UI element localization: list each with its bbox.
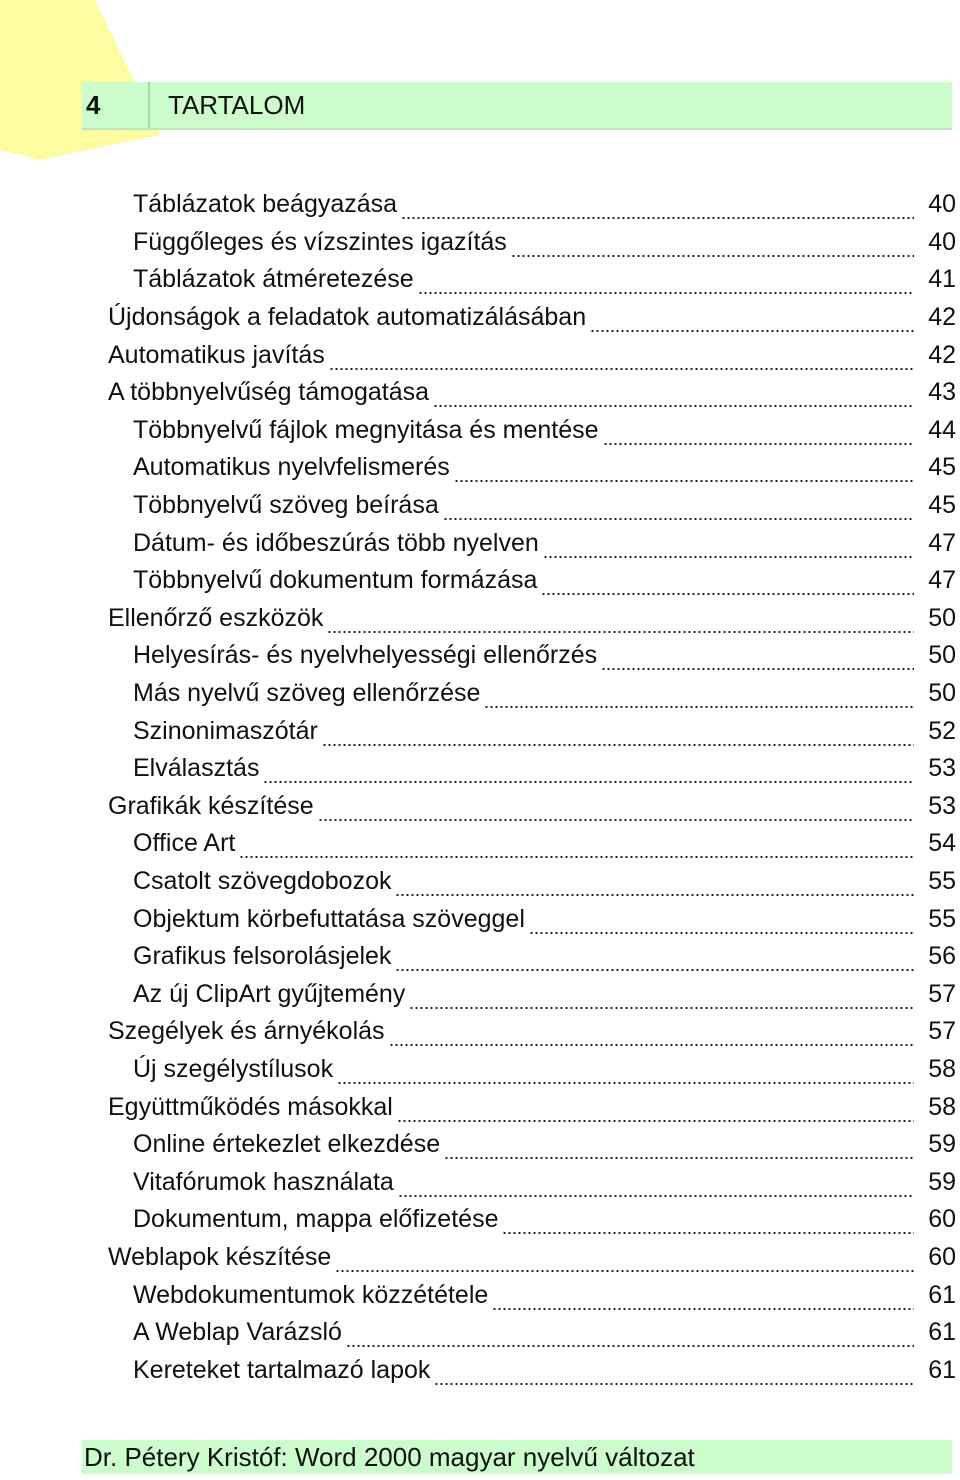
toc-entry[interactable]: [0, 900, 960, 938]
toc-entry-title: Dátum- és időbeszúrás több nyelven: [133, 528, 539, 557]
dot-leader: [541, 571, 914, 596]
dot-leader: [529, 910, 914, 935]
chapter-title: TARTALOM: [168, 90, 306, 120]
table-of-contents: [0, 186, 960, 1389]
toc-entry-page: 58: [928, 1092, 956, 1121]
toc-entry-page: 44: [928, 415, 956, 444]
toc-entry-page: 50: [928, 641, 956, 670]
toc-entry-page: 57: [928, 1017, 956, 1046]
toc-entry-title: Táblázatok beágyazása: [133, 190, 398, 219]
dot-leader: [395, 947, 914, 972]
dot-leader: [444, 1135, 914, 1160]
toc-entry-page: 60: [928, 1205, 956, 1234]
toc-entry[interactable]: [0, 299, 960, 337]
toc-entry[interactable]: [0, 675, 960, 713]
dot-leader: [603, 421, 914, 446]
toc-entry[interactable]: [0, 562, 960, 600]
dot-leader: [335, 1248, 914, 1273]
toc-entry[interactable]: [0, 637, 960, 675]
toc-entry-page: 40: [928, 190, 956, 219]
toc-entry-title: Dokumentum, mappa előfizetése: [133, 1205, 499, 1234]
toc-entry[interactable]: [0, 1051, 960, 1089]
toc-entry-title: Más nyelvű szöveg ellenőrzése: [133, 679, 481, 708]
dot-leader: [318, 797, 914, 822]
dot-leader: [590, 308, 914, 333]
dot-leader: [454, 458, 914, 483]
page-footer: [82, 1440, 952, 1474]
footer-text: Dr. Pétery Kristóf: Word 2000 magyar nyelvű változat: [84, 1442, 695, 1472]
toc-entry[interactable]: [0, 1351, 960, 1389]
toc-entry-title: Ellenőrző eszközök: [108, 603, 324, 632]
toc-entry-title: Vitafórumok használata: [133, 1167, 394, 1196]
toc-entry[interactable]: [0, 975, 960, 1013]
toc-entry[interactable]: [0, 825, 960, 863]
toc-entry-page: 42: [928, 340, 956, 369]
dot-leader: [492, 1286, 914, 1311]
toc-entry-title: Új szegélystílusok: [133, 1054, 334, 1083]
toc-entry[interactable]: [0, 1239, 960, 1277]
toc-entry-page: 55: [928, 904, 956, 933]
toc-entry[interactable]: [0, 938, 960, 976]
toc-entry-title: Szinonimaszótár: [133, 716, 318, 745]
dot-leader: [409, 985, 914, 1010]
chapter-header: [82, 82, 952, 130]
dot-leader: [484, 684, 914, 709]
toc-entry[interactable]: [0, 261, 960, 299]
dot-leader: [511, 233, 914, 258]
toc-entry[interactable]: [0, 1314, 960, 1352]
chapter-number: 4: [82, 82, 150, 128]
toc-entry-page: 43: [928, 378, 956, 407]
dot-leader: [239, 834, 914, 859]
toc-entry-page: 54: [928, 829, 956, 858]
toc-entry-title: Office Art: [133, 829, 236, 858]
toc-entry-page: 53: [928, 754, 956, 783]
toc-entry-page: 45: [928, 453, 956, 482]
toc-entry-page: 61: [928, 1280, 956, 1309]
toc-entry-title: Többnyelvű szöveg beírása: [133, 491, 439, 520]
toc-entry-page: 61: [928, 1355, 956, 1384]
toc-entry-title: Az új ClipArt gyűjtemény: [133, 979, 406, 1008]
toc-entry[interactable]: [0, 863, 960, 901]
toc-entry-page: 55: [928, 866, 956, 895]
dot-leader: [601, 646, 914, 671]
toc-entry[interactable]: [0, 487, 960, 525]
dot-leader: [502, 1210, 914, 1235]
toc-entry-page: 41: [928, 265, 956, 294]
toc-entry-title: Grafikák készítése: [108, 791, 314, 820]
toc-entry[interactable]: [0, 524, 960, 562]
dot-leader: [397, 1098, 914, 1123]
toc-entry-title: Grafikus felsorolásjelek: [133, 942, 392, 971]
toc-entry[interactable]: [0, 336, 960, 374]
toc-entry-page: 60: [928, 1242, 956, 1271]
toc-entry[interactable]: [0, 788, 960, 826]
toc-entry-title: Elválasztás: [133, 754, 260, 783]
toc-entry-page: 50: [928, 679, 956, 708]
dot-leader: [543, 534, 914, 559]
toc-entry[interactable]: [0, 1088, 960, 1126]
toc-entry[interactable]: [0, 186, 960, 224]
toc-entry[interactable]: [0, 224, 960, 262]
dot-leader: [434, 1361, 914, 1386]
toc-entry-title: Többnyelvű fájlok megnyitása és mentése: [133, 415, 599, 444]
toc-entry-title: Együttműködés másokkal: [108, 1092, 393, 1121]
dot-leader: [389, 1022, 914, 1047]
toc-entry-page: 47: [928, 528, 956, 557]
toc-entry[interactable]: [0, 449, 960, 487]
corner-decoration: [0, 0, 160, 160]
dot-leader: [329, 346, 914, 371]
toc-entry-title: Online értekezlet elkezdése: [133, 1130, 441, 1159]
toc-entry-title: Automatikus nyelvfelismerés: [133, 453, 450, 482]
toc-entry-title: Objektum körbefuttatása szöveggel: [133, 904, 525, 933]
toc-entry-title: Weblapok készítése: [108, 1242, 332, 1271]
toc-entry-page: 61: [928, 1318, 956, 1347]
toc-entry-title: Újdonságok a feladatok automatizálásában: [108, 303, 587, 332]
toc-entry-page: 42: [928, 303, 956, 332]
toc-entry-title: Függőleges és vízszintes igazítás: [133, 227, 507, 256]
toc-entry-title: A többnyelvűség támogatása: [108, 378, 430, 407]
toc-entry[interactable]: [0, 1126, 960, 1164]
toc-entry-page: 47: [928, 566, 956, 595]
toc-entry-title: A Weblap Varázsló: [133, 1318, 342, 1347]
dot-leader: [337, 1060, 914, 1085]
toc-entry-page: 50: [928, 603, 956, 632]
dot-leader: [443, 496, 914, 521]
toc-entry-page: 52: [928, 716, 956, 745]
toc-entry[interactable]: [0, 1276, 960, 1314]
toc-entry[interactable]: [0, 750, 960, 788]
toc-entry-title: Kereteket tartalmazó lapok: [133, 1355, 431, 1384]
toc-entry[interactable]: [0, 1163, 960, 1201]
toc-entry-page: 40: [928, 227, 956, 256]
dot-leader: [327, 609, 914, 634]
toc-entry-title: Szegélyek és árnyékolás: [108, 1017, 385, 1046]
toc-entry[interactable]: [0, 712, 960, 750]
dot-leader: [433, 383, 914, 408]
toc-entry-title: Helyesírás- és nyelvhelyességi ellenőrzés: [133, 641, 598, 670]
dot-leader: [401, 195, 914, 220]
dot-leader: [263, 759, 914, 784]
toc-entry-title: Automatikus javítás: [108, 340, 325, 369]
dot-leader: [395, 872, 914, 897]
toc-entry[interactable]: [0, 412, 960, 450]
toc-entry[interactable]: [0, 1201, 960, 1239]
toc-entry[interactable]: [0, 1013, 960, 1051]
dot-leader: [322, 722, 914, 747]
toc-entry-page: 58: [928, 1054, 956, 1083]
toc-entry-title: Táblázatok átméretezése: [133, 265, 414, 294]
toc-entry-page: 56: [928, 942, 956, 971]
toc-entry-page: 57: [928, 979, 956, 1008]
toc-entry[interactable]: [0, 374, 960, 412]
toc-entry[interactable]: [0, 600, 960, 638]
dot-leader: [346, 1323, 914, 1348]
dot-leader: [398, 1173, 914, 1198]
dot-leader: [418, 270, 914, 295]
toc-entry-page: 53: [928, 791, 956, 820]
toc-entry-title: Többnyelvű dokumentum formázása: [133, 566, 538, 595]
toc-entry-page: 59: [928, 1167, 956, 1196]
toc-entry-page: 59: [928, 1130, 956, 1159]
toc-entry-page: 45: [928, 491, 956, 520]
toc-entry-title: Csatolt szövegdobozok: [133, 866, 392, 895]
toc-entry-title: Webdokumentumok közzététele: [133, 1280, 489, 1309]
